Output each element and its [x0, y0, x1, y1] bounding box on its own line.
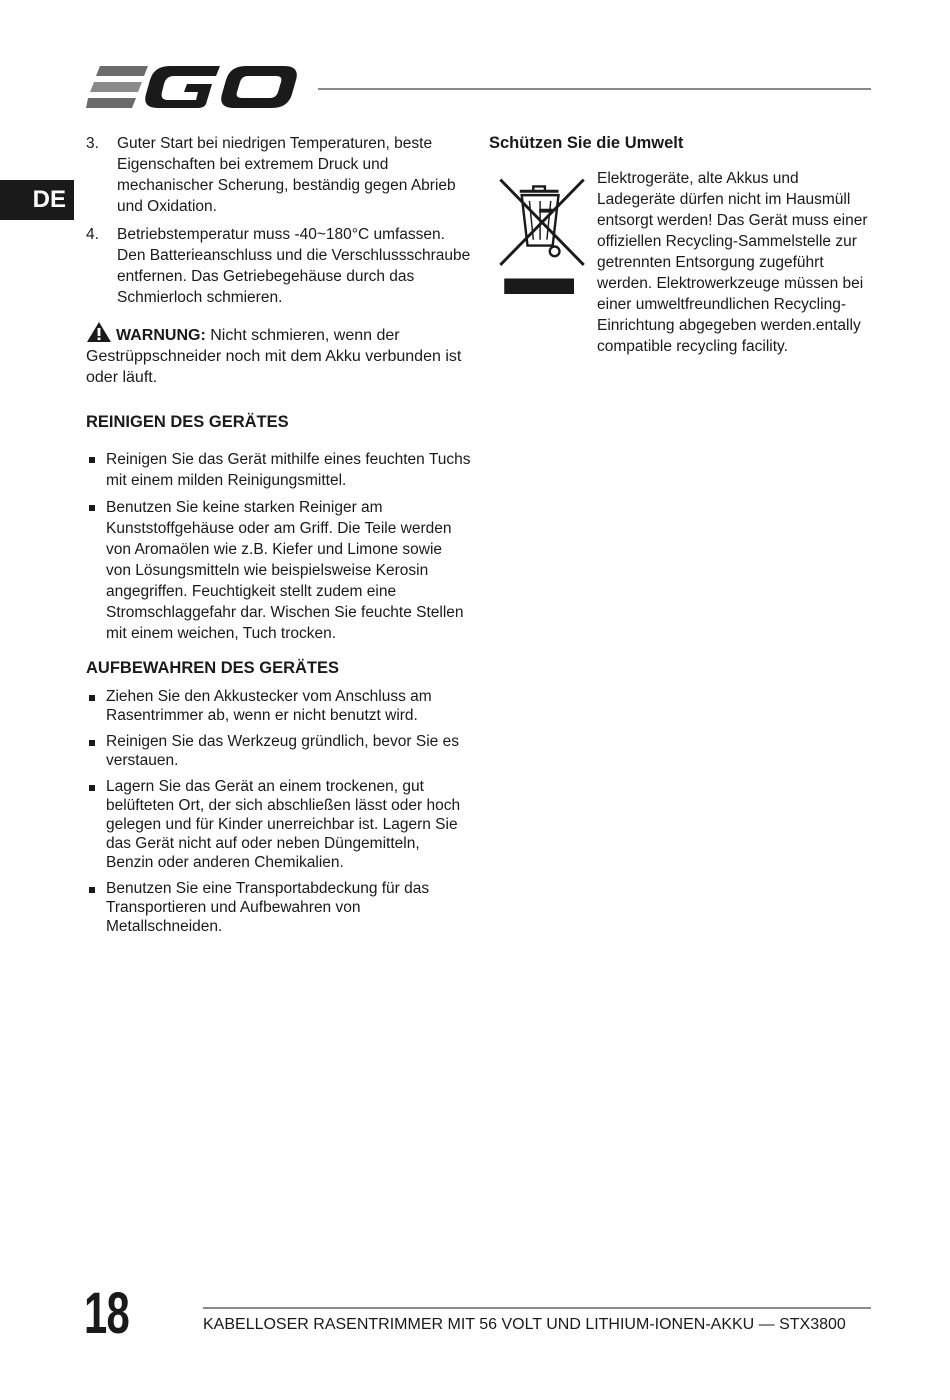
cleaning-list — [86, 449, 471, 644]
environment-text: Elektrogeräte, alte Akkus und Ladegeräte dürfen nicht im Hausmüll entsorgt werden! Das Gerät muss einer offiziellen Recycling-Sammelstelle zur getrennten Entsorgung zugeführt werden. Elektrowerkzeuge müssen bei einer umweltfreundlichen Recycling-Einrichtung abgegeben werden.entally compatible recycling facility. — [597, 170, 868, 355]
environment-section — [489, 168, 879, 357]
warning-notice — [86, 321, 471, 388]
footer-rule — [203, 1307, 871, 1309]
list-item: Benutzen Sie eine Transportabdeckung für das Transportieren und Aufbewahren von Metallschneiden. — [86, 879, 471, 936]
item-text: Guter Start bei niedrigen Temperaturen, beste Eigenschaften bei extremem Druck und mechanischer Scherung, beständig gegen Abrieb und Oxidation. — [117, 135, 456, 215]
cleaning-heading: REINIGEN DES GERÄTES — [86, 413, 289, 431]
item-number: 3. — [86, 135, 99, 152]
right-column — [489, 133, 879, 357]
crossed-out-wheelie-bin-icon — [489, 168, 597, 294]
left-column — [86, 133, 471, 943]
numbered-item — [86, 224, 471, 308]
list-item: Lagern Sie das Gerät an einem trockenen, gut belüfteten Ort, der sich abschließen lässt oder hoch gelegen und für Kinder unerreichbar ist. Lagern Sie das Gerät nicht auf oder neben Düngemitteln, Benzin oder anderen Chemikalien. — [86, 777, 471, 872]
warning-label: WARNUNG: — [116, 327, 206, 344]
language-tab — [0, 180, 74, 220]
numbered-item — [86, 133, 471, 217]
list-item: Reinigen Sie das Gerät mithilfe eines feuchten Tuchs mit einem milden Reinigungsmittel. — [86, 449, 471, 491]
storage-list — [86, 687, 471, 936]
warning-triangle-icon — [86, 321, 112, 343]
item-text: Betriebstemperatur muss -40~180°C umfassen. Den Batterieanschluss und die Verschlussschraube entfernen. Das Getriebegehäuse durch das Schmierloch schmieren. — [117, 226, 471, 306]
environment-heading: Schützen Sie die Umwelt — [489, 134, 684, 152]
list-item: Ziehen Sie den Akkustecker vom Anschluss am Rasentrimmer ab, wenn er nicht benutzt wird. — [86, 687, 471, 725]
page-number: 18 — [84, 1281, 130, 1346]
footer-title: KABELLOSER RASENTRIMMER MIT 56 VOLT UND LITHIUM-IONEN-AKKU — STX3800 — [203, 1316, 846, 1333]
storage-heading: AUFBEWAHREN DES GERÄTES — [86, 659, 340, 677]
item-number: 4. — [86, 226, 99, 243]
list-item: Benutzen Sie keine starken Reiniger am Kunststoffgehäuse oder am Griff. Die Teile werden von Aromaölen wie z.B. Kiefer und Limone sowie von Lösungsmitteln wie beispielsweise Kerosin angegriffen. Feuchtigkeit stellt zudem eine Stromschlaggefahr dar. Wischen Sie feuchte Stellen mit einem weichen, Tuch trocken. — [86, 497, 471, 644]
warning-text: Nicht schmieren, wenn der Gestrüppschneider noch mit dem Akku verbunden ist oder läuft. — [86, 327, 462, 386]
language-tab-label: DE — [32, 186, 66, 213]
ego-logo — [86, 62, 300, 114]
list-item: Reinigen Sie das Werkzeug gründlich, bevor Sie es verstauen. — [86, 732, 471, 770]
header-rule — [318, 88, 871, 90]
